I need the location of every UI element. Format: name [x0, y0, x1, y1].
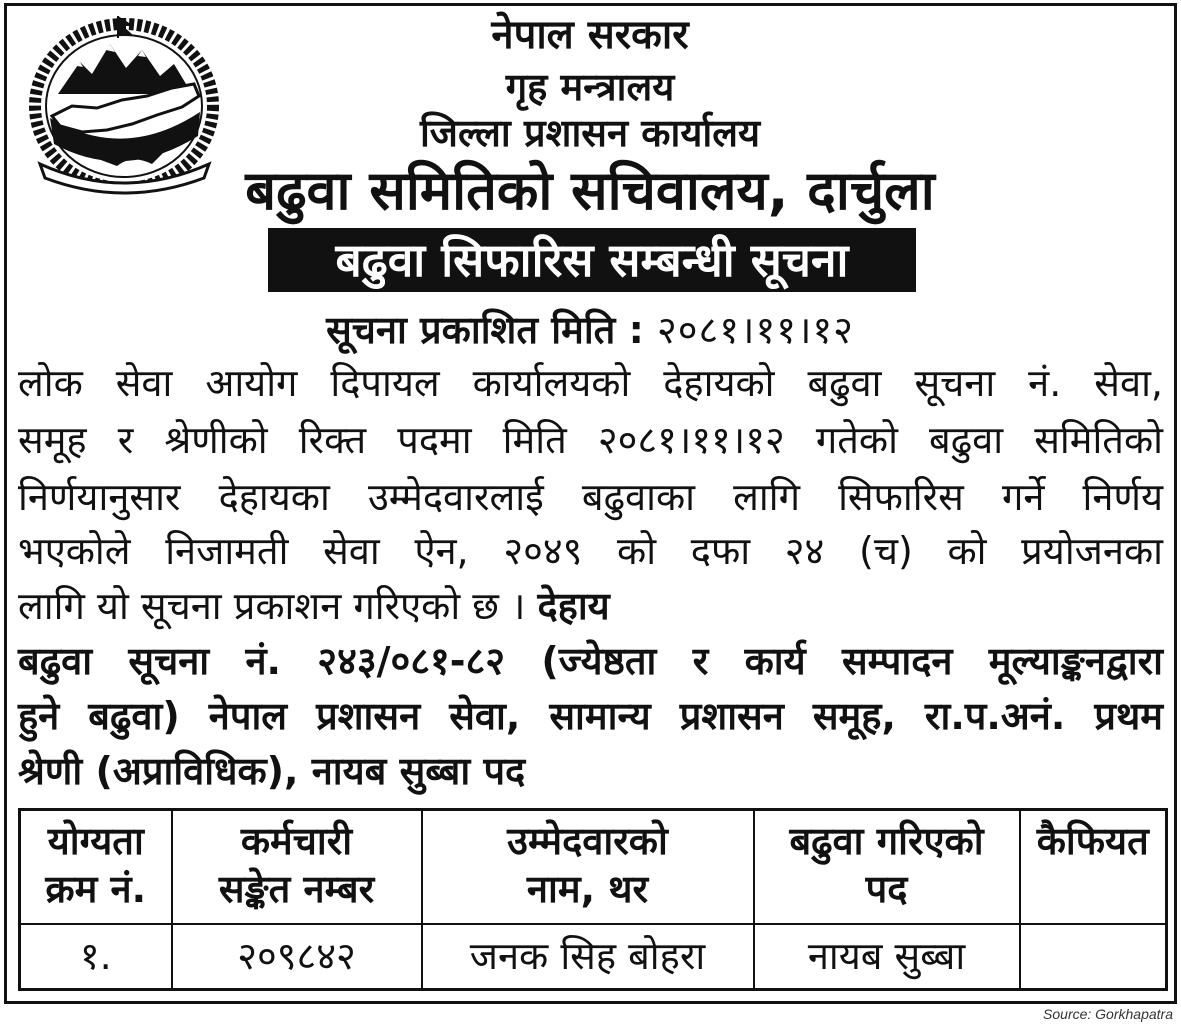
promotion-line-text: हुने बढुवा) नेपाल प्रशासन सेवा, सामान्य प्रशासन समूह, रा.प.अनं. प्रथम: [18, 694, 1163, 738]
header-line: [429, 817, 747, 865]
body-line-2: [18, 413, 1163, 467]
secretariat-text: बढुवा समितिको सचिवालय, दार्चुला: [245, 159, 935, 222]
body-line-text: भएकोले निजामती सेवा ऐन, २०४९ को दफा २४ (च) को प्रयोजनका: [18, 529, 1163, 573]
body-line-text: निर्णयानुसार देहायका उम्मेदवारलाई बढुवाका लागि सिफारिस गर्ने निर्णय: [18, 475, 1163, 519]
header-text: क्रम नं.: [45, 867, 147, 911]
cell-text: नायब सुब्बा: [807, 934, 966, 979]
cell-line: [761, 932, 1013, 980]
header-line: [179, 865, 415, 913]
ministry-title: [230, 62, 950, 112]
promotion-line-text: श्रेणी (अप्राविधिक), नायब सुब्बा पद: [18, 749, 526, 793]
col-header-employee-code: [172, 810, 422, 924]
cell-line: [179, 932, 415, 980]
header-text: सङ्केत नम्बर: [218, 867, 375, 911]
publication-date-label: सूचना प्रकाशित मिति :: [326, 308, 644, 352]
body-line-text: समूह र श्रेणीको रिक्त पदमा मिति २०८१।११।१२ गतेको बढुवा समितिको: [18, 418, 1163, 462]
cell-post: [754, 924, 1020, 990]
body-line-text: लागि यो सूचना प्रकाशन गरिएको छ ।: [18, 584, 526, 628]
promotion-line-3: [18, 744, 1163, 798]
candidate-table: [18, 808, 1168, 991]
cell-remarks: [1020, 924, 1167, 990]
notice-banner: [268, 228, 916, 292]
cell-text: १.: [79, 934, 112, 979]
cell-line: [429, 932, 747, 980]
cell-name: [422, 924, 754, 990]
header-line: [429, 865, 747, 913]
header-text: कैफियत: [1036, 819, 1149, 863]
header-line: [27, 817, 165, 865]
cell-rank: [20, 924, 172, 990]
cell-line: [1027, 932, 1160, 980]
header-line: [1027, 817, 1160, 865]
government-title: [230, 10, 950, 60]
office-title: [230, 108, 950, 158]
cell-line: [27, 932, 165, 980]
publication-date-value: २०८१।११।१२: [657, 308, 854, 352]
promotion-line-1: [18, 634, 1163, 688]
publication-date-line: [230, 305, 950, 355]
cell-text: २०९८४२: [237, 934, 356, 979]
body-line-4: [18, 524, 1163, 578]
ministry-text: गृह मन्त्रालय: [505, 65, 675, 109]
col-header-remarks: [1020, 810, 1167, 924]
header-text: बढुवा गरिएको: [789, 819, 984, 863]
header-line: [179, 817, 415, 865]
col-header-candidate-name: [422, 810, 754, 924]
government-text: नेपाल सरकार: [491, 12, 689, 58]
office-text: जिल्ला प्रशासन कार्यालय: [419, 111, 761, 155]
header-line: [761, 865, 1013, 913]
promotion-line-text: बढुवा सूचना नं. २४३/०८१-८२ (ज्येष्ठता र कार्य सम्पादन मूल्याङ्कनद्वारा: [18, 639, 1163, 683]
banner-title-text: बढुवा सिफारिस सम्बन्धी सूचना: [335, 233, 849, 287]
table-header-row: [20, 810, 1167, 924]
banner-title: [278, 228, 906, 292]
header-text: पद: [865, 867, 908, 911]
col-header-promoted-post: [754, 810, 1020, 924]
header-text: योग्यता: [47, 819, 144, 863]
secretariat-title: [228, 160, 952, 222]
cell-text: जनक सिह बोहरा: [469, 934, 706, 979]
cell-employee-code: [172, 924, 422, 990]
table-row: [20, 924, 1167, 990]
body-line-5: [18, 579, 1163, 633]
header-text: कर्मचारी: [240, 819, 353, 863]
header-text: उम्मेदवारको: [507, 819, 668, 863]
nepal-emblem-icon: [22, 14, 227, 196]
body-line-bold-tail: देहाय: [537, 584, 610, 628]
header-line: [27, 865, 165, 913]
promotion-line-2: [18, 689, 1163, 743]
body-line-text: लोक सेवा आयोग दिपायल कार्यालयको देहायको बढुवा सूचना नं. सेवा,: [18, 361, 1163, 405]
body-line-wrap: [18, 584, 610, 628]
body-line-1: [18, 356, 1163, 410]
header-text: नाम, थर: [526, 867, 649, 911]
body-line-3: [18, 470, 1163, 524]
source-credit: Source: Gorkhapatra: [1043, 1006, 1173, 1022]
publication-date-wrap: [326, 308, 854, 352]
header-line: [761, 817, 1013, 865]
col-header-merit-rank: [20, 810, 172, 924]
